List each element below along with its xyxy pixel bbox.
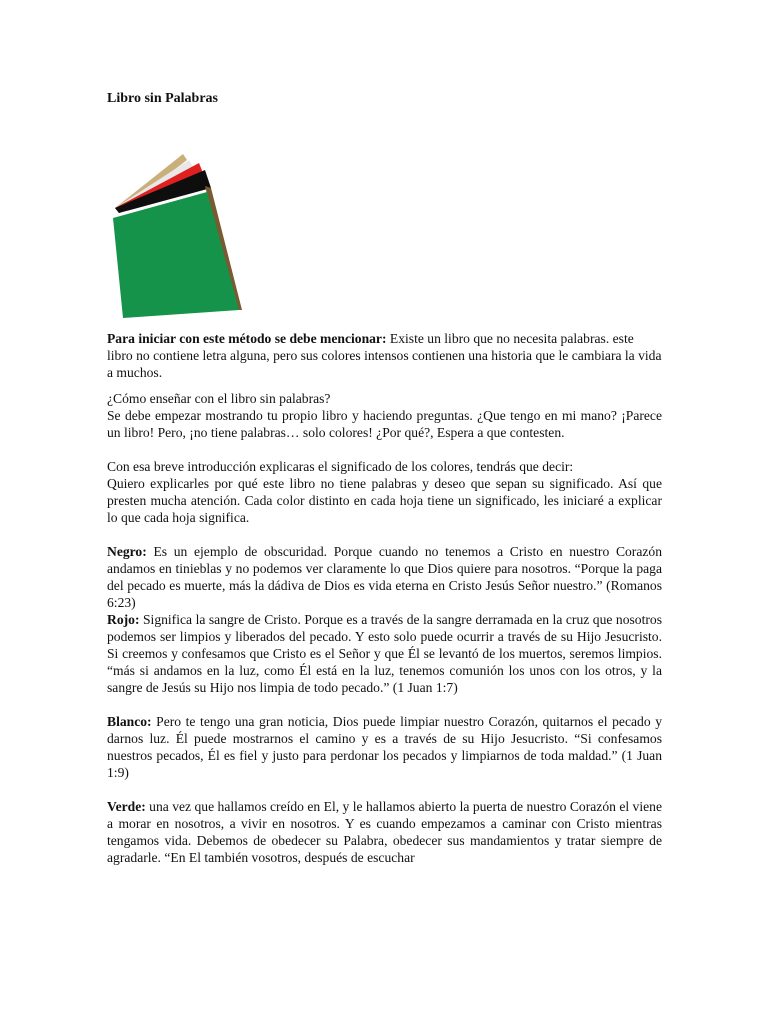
explanation-paragraph: Quiero explicarles por qué este libro no tiene palabras y deseo que sepan su significado. Así que presten mucha atención. Cada color distinto en cada hoja tiene un significado, les iniciaré a explicar lo que cada hoja significa. xyxy=(107,476,662,525)
intro-paragraph xyxy=(107,330,662,381)
negro-text: Es un ejemplo de obscuridad. Porque cuando no tenemos a Cristo en nuestro Corazón andamos en tinieblas y no podemos ver claramente lo que Dios quiere para nosotros. “Porque la paga del pecado es muerte, más la dádiva de Dios es vida eterna en Cristo Jesús Señor nuestro.” (Romanos 6:23) xyxy=(107,544,662,610)
blanco-label: Blanco: xyxy=(107,714,152,729)
explanation-intro-line: Con esa breve introducción explicaras el significado de los colores, tendrás que decir: xyxy=(107,459,574,474)
how-to-question: ¿Cómo enseñar con el libro sin palabras? xyxy=(107,391,331,406)
rojo-text: Significa la sangre de Cristo. Porque es a través de la sangre derramada en la cruz que nosotros podemos ser limpios y liberados del pecado. Y esto solo puede ocurrir a través de su Hijo Jesucristo. Si creemos y confesamos que Cristo es el Señor y que Él se levantó de los muertos, seremos limpios. “más si andamos en la luz, como Él está en la luz, tenemos comunión los unos con los otros, y la sangre de Jesús su Hijo nos limpia de todo pecado.” (1 Juan 1:7) xyxy=(107,612,662,695)
wordless-book-illustration xyxy=(109,150,249,322)
blanco-text: Pero te tengo una gran noticia, Dios puede limpiar nuestro Corazón, quitarnos el pecado y darnos luz. Él puede mostrarnos el camino y es a través de su Hijo Jesucristo. “Si confesamos nuestros pecados, Él es fiel y justo para perdonar los pecados y limpiarnos de toda maldad.” (1 Juan 1:9) xyxy=(107,714,662,780)
page-title: Libro sin Palabras xyxy=(107,91,218,106)
book-cover-green xyxy=(113,192,239,318)
intro-label: Para iniciar con este método se debe mencionar: xyxy=(107,331,387,346)
intro-text: Existe un libro que no necesita palabras. este libro no contiene letra alguna, pero sus colores intensos contienen una historia que le cambiara la vida a muchos. xyxy=(107,331,662,380)
document-body xyxy=(107,330,662,866)
rojo-paragraph xyxy=(107,611,662,696)
negro-paragraph xyxy=(107,543,662,611)
book-icon xyxy=(109,150,249,322)
blanco-paragraph xyxy=(107,713,662,781)
negro-label: Negro: xyxy=(107,544,147,559)
verde-label: Verde: xyxy=(107,799,146,814)
verde-text: una vez que hallamos creído en El, y le hallamos abierto la puerta de nuestro Corazón el viene a morar en nosotros, a vivir en nosotros. Y es cuando empezamos a caminar con Cristo mientras tengamos vida. Debemos de obedecer su Palabra, obedecer sus mandamientos y tratar siempre de agradarle. “En El también vosotros, después de escuchar xyxy=(107,799,662,865)
rojo-label: Rojo: xyxy=(107,612,140,627)
verde-paragraph xyxy=(107,798,662,866)
how-to-paragraph: Se debe empezar mostrando tu propio libro y haciendo preguntas. ¿Que tengo en mi mano? ¡Parece un libro! Pero, ¡no tiene palabras… solo colores! ¿Por qué?, Espera a que contesten. xyxy=(107,408,662,440)
